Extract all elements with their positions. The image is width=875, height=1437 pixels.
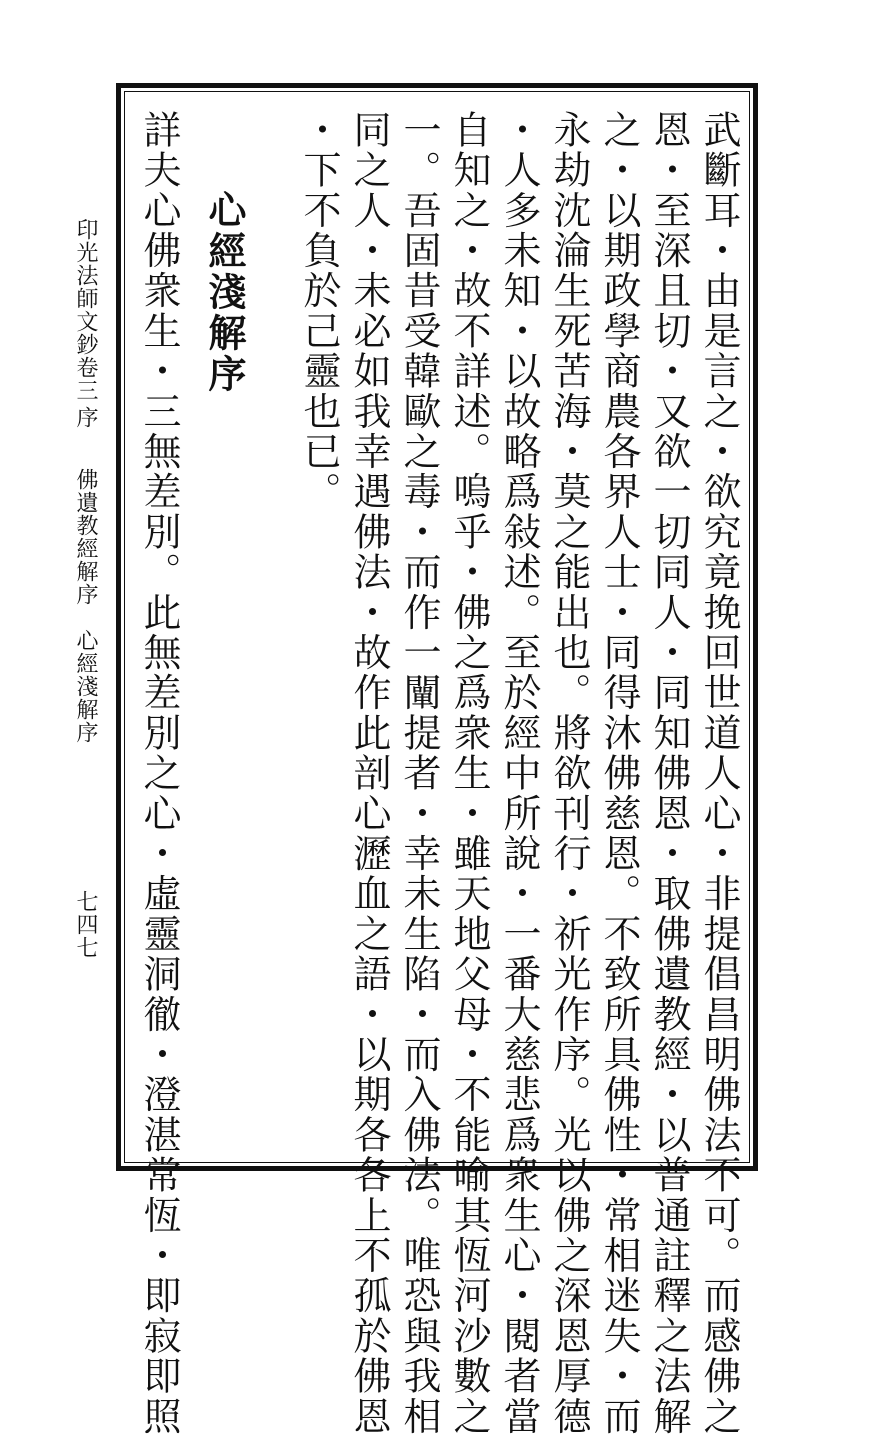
text-column-7: 一。吾固昔受韓歐之毒・而作一闡提者・幸未生陷・而入佛法。唯恐與我相 (397, 110, 441, 1437)
text-column-3: 之・以期政學商農各界人士・同得沐佛慈恩。不致所具佛性・常相迷失・而 (597, 110, 641, 1437)
text-column-5: ・人多未知・以故略爲敍述。至於經中所說・一番大慈悲爲衆生心・閱者當 (497, 110, 541, 1437)
page-number: 七四七 (73, 890, 98, 959)
text-column-1: 武斷耳・由是言之・欲究竟挽回世道人心・非提倡昌明佛法不可。而感佛之 (697, 110, 741, 1437)
text-column-last: 詳夫心佛衆生・三無差別。此無差別之心・虛靈洞徹・澄湛常恆・即寂即照 (137, 110, 181, 1437)
text-column-4: 永劫沈淪生死苦海・莫之能出也。將欲刊行・祈光作序。光以佛之深恩厚德 (547, 110, 591, 1437)
text-column-9: ・下不負於己靈也已。 (297, 110, 341, 512)
text-column-8: 同之人・未必如我幸遇佛法・故作此剖心瀝血之語・以期各各上不孤於佛恩 (347, 110, 391, 1437)
margin-book-title: 印光法師文鈔卷三 (73, 218, 98, 402)
section-heading: 心經淺解序 (202, 190, 247, 395)
text-column-6: 自知之・故不詳述。嗚乎・佛之爲衆生・雖天地父母・不能喻其恆河沙數之 (447, 110, 491, 1437)
margin-chapter-titles: 佛遺教經解序 心經淺解序 (73, 468, 98, 744)
margin-section: 序 (73, 406, 98, 429)
text-column-2: 恩・至深且切・又欲一切同人・同知佛恩・取佛遺教經・以普通註釋之法解 (647, 110, 691, 1437)
